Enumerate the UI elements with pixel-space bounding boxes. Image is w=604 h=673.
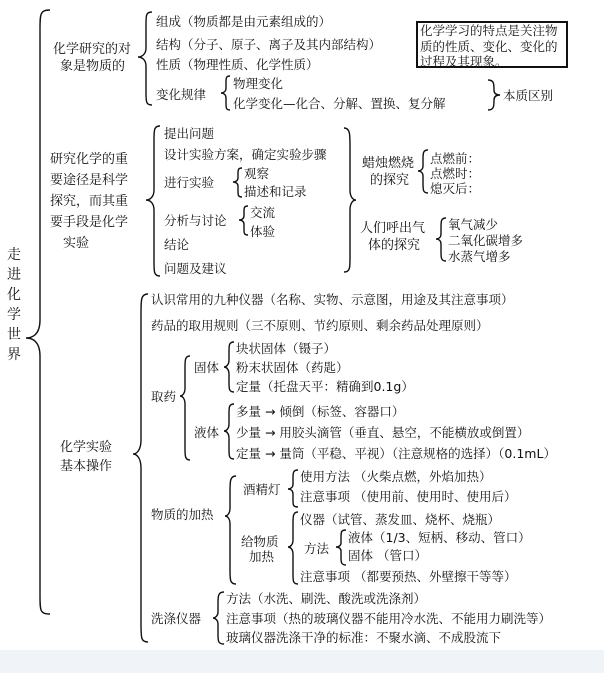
heat-method-liquid: 液体（1/3、短柄、移动、管口） — [348, 530, 531, 545]
analysis-exchange: 交流 — [250, 205, 276, 220]
lamp-notes: 注意事项 （使用前、使用时、使用后） — [300, 489, 517, 504]
breath-co2: 二氧化碳增多 — [448, 233, 524, 248]
candle-before: 点燃前： — [430, 151, 481, 166]
study-feature-note: 化学学习的特点是关注物质的性质、变化、变化的过程及其现象。 — [416, 21, 568, 68]
s2-brace — [146, 126, 160, 276]
take-brace — [180, 356, 190, 460]
heat-label-line1: 给物质 — [241, 534, 279, 549]
s3-rules: 药品的取用规则（三不原则、节约原则、剩余药品处理原则） — [151, 318, 489, 333]
wash-brace — [213, 592, 224, 644]
s2-step-analysis: 分析与讨论 — [164, 213, 227, 228]
wash-label: 洗涤仪器 — [151, 611, 202, 626]
take-label: 取药 — [151, 389, 177, 404]
solid-brace — [224, 342, 234, 392]
s1-label-line2: 象是物质的 — [60, 59, 126, 74]
experiment-brace — [233, 168, 242, 197]
change-bracket — [488, 80, 500, 110]
breath-oxygen: 氧气减少 — [448, 217, 499, 232]
s2-step-experiment: 进行实验 — [164, 175, 215, 190]
heat-label-line2: 加热 — [249, 549, 275, 564]
s2-label-line3: 探究，而其重 — [50, 194, 129, 209]
solid-powder: 粉末状固体（药匙） — [236, 360, 349, 375]
candle-label-line2: 的探究 — [370, 173, 410, 188]
candle-after: 熄灭后： — [430, 181, 481, 196]
liquid-measured: 定量 → 量筒（平稳、平视）（注意规格的选择）（0.1mL） — [236, 446, 556, 461]
wash-notes: 注意事项（热的玻璃仪器不能用冷水洗、不能用力刷洗等） — [226, 611, 552, 626]
breath-label-line2: 体的探究 — [368, 238, 421, 253]
s3-label-line1: 化学实验 — [60, 440, 113, 455]
experiment-record: 描述和记录 — [244, 184, 307, 199]
s2-label-line1: 研究化学的重 — [50, 152, 129, 167]
experiment-observe: 观察 — [244, 166, 270, 181]
lamp-label: 酒精灯 — [243, 482, 281, 497]
breath-water: 水蒸气增多 — [448, 249, 511, 264]
change-note: 本质区别 — [503, 88, 554, 103]
s2-step-design: 设计实验方案，确定实验步骤 — [164, 147, 327, 162]
s1-item-structure: 结构（分子、原子、离子及其内部结构） — [156, 37, 382, 52]
s3-instruments: 认识常用的九种仪器（名称、实物、示意图，用途及其注意事项） — [151, 292, 514, 307]
s2-label-line4: 要手段是化学 — [50, 215, 129, 230]
s2-step-question: 提出问题 — [164, 126, 215, 141]
breath-label-line1: 人们呼出气 — [360, 221, 426, 236]
s2-right-bracket — [344, 128, 356, 272]
candle-brace — [418, 150, 428, 193]
s2-label-line2: 要途径是科学 — [50, 173, 129, 188]
change-physical: 物理变化 — [233, 76, 284, 91]
s2-step-suggestion: 问题及建议 — [164, 261, 227, 276]
s1-item-change-law: 变化规律 — [156, 87, 207, 102]
liquid-small: 少量 → 用胶头滴管（垂直、悬空，不能横放或倒置） — [236, 425, 530, 440]
solid-label: 固体 — [194, 360, 220, 375]
wash-standard: 玻璃仪器洗涤干净的标准：不聚水滴、不成股流下 — [226, 630, 502, 645]
solid-block: 块状固体（镊子） — [236, 341, 337, 356]
change-chemical: 化学变化—化合、分解、置换、复分解 — [233, 96, 446, 111]
s2-step-conclusion: 结论 — [164, 237, 190, 252]
candle-label-line1: 蜡烛燃烧 — [362, 156, 415, 171]
liquid-brace — [224, 404, 234, 459]
wash-method: 方法（水洗、刷洗、酸洗或洗涤剂） — [226, 591, 427, 606]
heat-brace — [288, 512, 298, 584]
s1-label-line1: 化学研究的对 — [53, 42, 132, 57]
lamp-usage: 使用方法 （火柴点燃，外焰加热） — [300, 469, 492, 484]
heat-notes: 注意事项 （都要预热、外壁擦干等等） — [300, 569, 517, 584]
heating-label: 物质的加热 — [151, 507, 214, 522]
s3-label-line2: 基本操作 — [60, 459, 113, 474]
liquid-label: 液体 — [194, 425, 220, 440]
root-brace — [26, 10, 50, 614]
s1-item-property: 性质（物理性质、化学性质） — [156, 57, 319, 72]
breath-brace — [436, 218, 446, 261]
heat-vessels: 仪器（试管、蒸发皿、烧杯、烧瓶） — [300, 512, 501, 527]
root-title: 走进化学世界 — [7, 247, 21, 363]
heat-method-solid: 固体 （管口） — [348, 548, 427, 563]
candle-during: 点燃时： — [430, 166, 481, 181]
lamp-brace — [288, 470, 298, 507]
analysis-brace — [239, 206, 248, 235]
analysis-experience: 体验 — [250, 224, 276, 239]
solid-quantitative: 定量（托盘天平：精确到0.1g） — [236, 379, 414, 394]
heat-method-label: 方法 — [304, 541, 330, 556]
liquid-large: 多量 → 倾倒（标签、容器口） — [236, 404, 405, 419]
change-brace — [221, 76, 230, 110]
s1-brace — [138, 12, 152, 105]
s3-brace — [133, 294, 148, 642]
s2-label-line5: 实验 — [63, 236, 90, 251]
heating-brace — [225, 476, 236, 584]
method-brace — [336, 530, 346, 565]
s1-item-composition: 组成（物质都是由元素组成的） — [156, 14, 332, 29]
